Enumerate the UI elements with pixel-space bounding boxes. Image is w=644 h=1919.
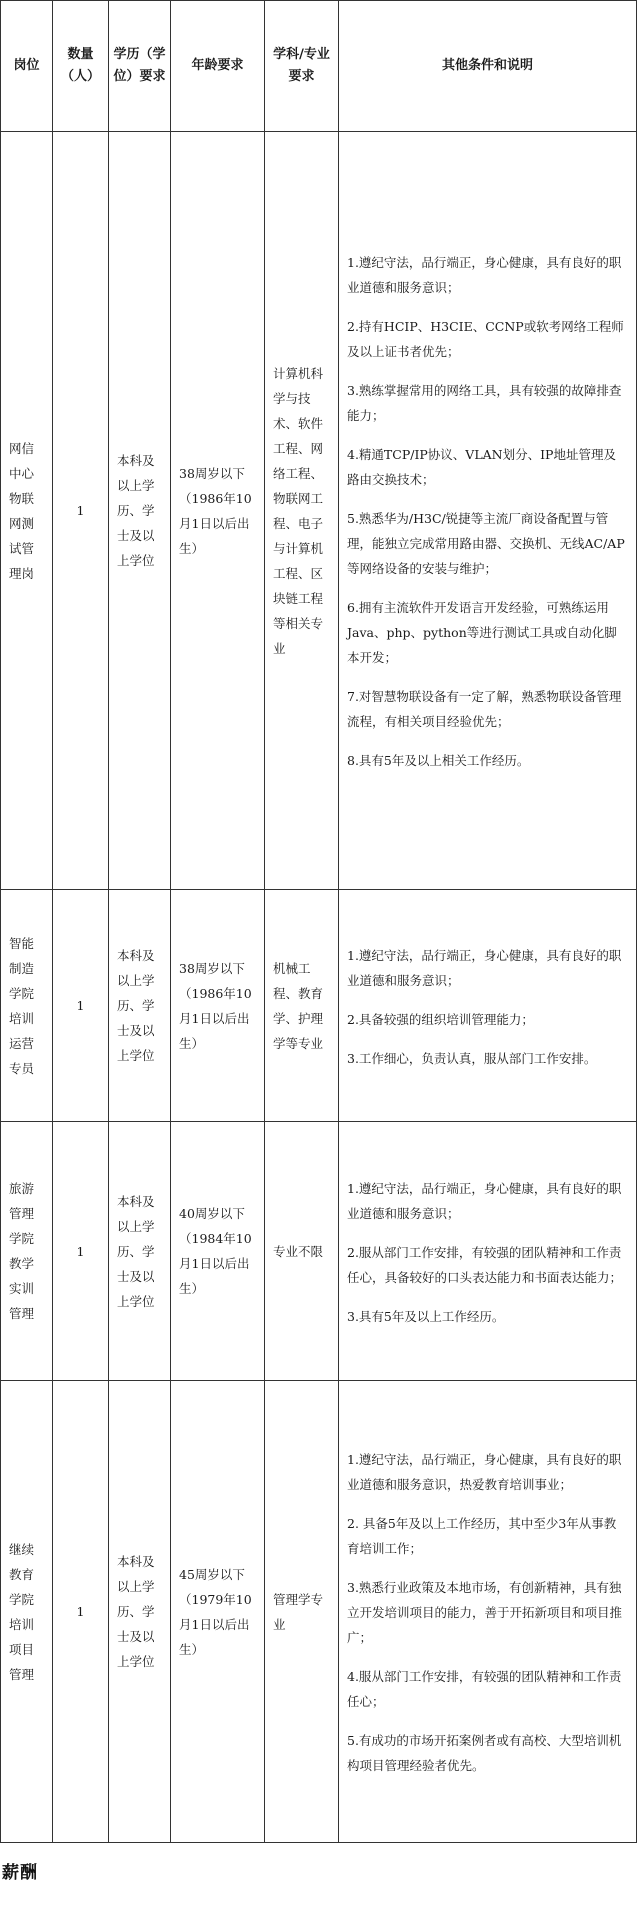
post-cell: 智能制造学院培训运营专员 — [1, 890, 53, 1122]
note-item: 7.对智慧物联设备有一定了解，熟悉物联设备管理流程，有相关项目经验优先； — [347, 689, 622, 729]
note-item: 1.遵纪守法，品行端正，身心健康，具有良好的职业道德和服务意识； — [347, 947, 622, 988]
note-item: 1.遵纪守法，品行端正，身心健康，具有良好的职业道德和服务意识； — [347, 255, 622, 295]
major-cell: 计算机科学与技术、软件工程、网络工程、物联网工程、电子与计算机工程、区块链工程等相关专业 — [265, 132, 339, 890]
note-item: 3.熟练掌握常用的网络工具，具有较强的故障排查能力； — [347, 383, 622, 423]
note-item: 4.精通TCP/IP协议、VLAN划分、IP地址管理及路由交换技术； — [347, 447, 616, 487]
note-item: 4.服从部门工作安排，有较强的团队精神和工作责任心； — [347, 1669, 622, 1709]
notes-cell — [339, 1381, 637, 1843]
post-cell: 网信中心物联网测试管理岗 — [1, 132, 53, 890]
count-cell: 1 — [53, 132, 109, 890]
note-item: 3.熟悉行业政策及本地市场，有创新精神，具有独立开发培训项目的能力，善于开拓新项目和项目推广； — [347, 1580, 623, 1645]
table-header-row — [1, 1, 637, 132]
table-row — [1, 1381, 637, 1843]
notes-cell — [339, 132, 637, 890]
edu-cell: 本科及以上学历、学士及以上学位 — [109, 1122, 171, 1381]
header-major: 学科/专业要求 — [265, 1, 339, 132]
major-cell: 机械工程、教育学、护理学等专业 — [265, 890, 339, 1122]
note-item: 3.具有5年及以上工作经历。 — [347, 1308, 505, 1324]
notes-cell — [339, 1122, 637, 1381]
major-cell: 管理学专业 — [265, 1381, 339, 1843]
age-cell: 38周岁以下（1986年10月1日以后出生） — [171, 132, 265, 890]
edu-cell: 本科及以上学历、学士及以上学位 — [109, 1381, 171, 1843]
header-age: 年龄要求 — [171, 1, 265, 132]
post-cell: 旅游管理学院教学实训管理 — [1, 1122, 53, 1381]
note-item: 3.工作细心，负责认真，服从部门工作安排。 — [347, 1050, 597, 1066]
header-count: 数量（人） — [53, 1, 109, 132]
edu-cell: 本科及以上学历、学士及以上学位 — [109, 132, 171, 890]
note-item: 1.遵纪守法，品行端正，身心健康，具有良好的职业道德和服务意识，热爱教育培训事业； — [347, 1452, 622, 1492]
note-item: 6.拥有主流软件开发语言开发经验，可熟练运用Java、php、python等进行测试工具或自动化脚本开发； — [347, 600, 617, 665]
header-post: 岗位 — [1, 1, 53, 132]
section-heading: 薪酬 — [2, 1863, 38, 1883]
note-item: 8.具有5年及以上相关工作经历。 — [347, 753, 530, 768]
notes-cell — [339, 890, 637, 1122]
note-item: 2.持有HCIP、H3CIE、CCNP或软考网络工程师及以上证书者优先； — [347, 319, 624, 359]
table-row — [1, 890, 637, 1122]
post-cell: 继续教育学院培训项目管理 — [1, 1381, 53, 1843]
note-item: 2. 具备5年及以上工作经历，其中至少3年从事教育培训工作； — [347, 1516, 617, 1556]
header-edu: 学历（学位）要求 — [109, 1, 171, 132]
note-item: 5.有成功的市场开拓案例者或有高校、大型培训机构项目管理经验者优先。 — [347, 1733, 622, 1773]
note-item: 1.遵纪守法，品行端正，身心健康，具有良好的职业道德和服务意识； — [347, 1180, 622, 1221]
age-cell: 40周岁以下（1984年10月1日以后出生） — [171, 1122, 265, 1381]
count-cell: 1 — [53, 1381, 109, 1843]
age-cell: 45周岁以下（1979年10月1日以后出生） — [171, 1381, 265, 1843]
edu-cell: 本科及以上学历、学士及以上学位 — [109, 890, 171, 1122]
note-item: 5.熟悉华为/H3C/锐捷等主流厂商设备配置与管理，能独立完成常用路由器、交换机、无线AC/AP等网络设备的安装与维护； — [347, 511, 625, 576]
table-row — [1, 132, 637, 890]
header-notes: 其他条件和说明 — [339, 1, 637, 132]
major-cell: 专业不限 — [265, 1122, 339, 1381]
age-cell: 38周岁以下（1986年10月1日以后出生） — [171, 890, 265, 1122]
note-item: 2.服从部门工作安排，有较强的团队精神和工作责任心，具备较好的口头表达能力和书面表达能力； — [347, 1244, 623, 1285]
note-item: 2.具备较强的组织培训管理能力； — [347, 1011, 534, 1027]
count-cell: 1 — [53, 890, 109, 1122]
table-row — [1, 1122, 637, 1381]
count-cell: 1 — [53, 1122, 109, 1381]
